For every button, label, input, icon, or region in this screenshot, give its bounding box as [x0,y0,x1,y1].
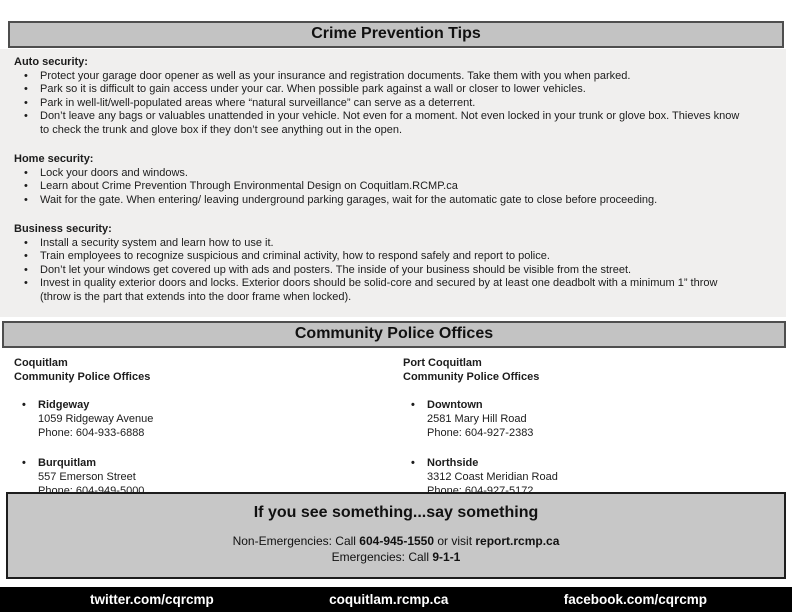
offices-section-title: Community Police Offices [294,325,494,342]
column-subtitle: Community Police Offices [403,371,540,383]
crime-prevention-tips-section [0,49,786,317]
business-security-heading: Business security: [14,223,112,235]
office-address: 2581 Mary Hill Road [427,413,527,425]
office-phone: Phone: 604-927-5172 [427,485,534,497]
city-name: Coquitlam [14,357,68,369]
callout-contact-lines [8,533,784,565]
office-northside [411,456,792,498]
port-coquitlam-office-list [403,398,792,498]
auto-security-heading: Auto security: [14,56,88,68]
callout-title: If you see something...say something [253,504,539,521]
tip-bullet: • Don’t leave any bags or valuables unattended in your vehicle. Not even for a moment. Not even locked in your trunk or glove box. Thieves know to check the trunk and glove box if they don’t see anything out in the open. [24,110,740,137]
home-security-list [14,167,766,208]
office-burquitlam [22,456,403,498]
coquitlam-office-list [14,398,403,498]
emergency-number: 9-1-1 [432,550,461,564]
port-coquitlam-column-title [403,356,792,384]
tip-bullet: • Park so it is difficult to gain access under your car. When possible park against a wall or closer to lower vehicles. [24,83,740,97]
office-address: 1059 Ridgeway Avenue [38,413,154,425]
tip-bullet: • Wait for the gate. When entering/ leaving underground parking garages, wait for the automatic gate to close before proceeding. [24,194,740,208]
office-phone: Phone: 604-949-5000 [38,485,145,497]
office-name: • Northside [427,457,479,469]
tip-bullet: • Lock your doors and windows. [24,167,740,181]
emergency-line [8,549,784,565]
tip-bullet: • Train employees to recognize suspicious and criminal activity, how to respond safely and report to police. [24,250,740,264]
office-name: • Downtown [427,399,483,411]
tip-bullet: • Don’t let your windows get covered up with ads and posters. The inside of your business should be visible from the street. [24,264,740,278]
coquitlam-column-title [14,356,403,384]
website-link[interactable]: coquitlam.rcmp.ca [329,592,449,607]
column-subtitle: Community Police Offices [14,371,151,383]
office-name: • Burquitlam [38,457,97,469]
port-coquitlam-offices-column [403,356,792,497]
business-security-list [14,237,766,305]
auto-security-group [14,56,766,137]
tip-bullet: • Protect your garage door opener as well as your insurance and registration documents. Take them with you when parked. [24,70,740,84]
tip-bullet: • Install a security system and learn how to use it. [24,237,740,251]
home-security-group [14,153,766,207]
home-security-heading: Home security: [14,153,94,165]
tip-bullet: • Invest in quality exterior doors and locks. Exterior doors should be solid-core and secured by at least one deadbolt with a minimum 1” throw (throw is the part that extends into the door frame when locked). [24,277,740,304]
facebook-link[interactable]: facebook.com/cqrcmp [563,592,707,607]
non-emergency-middle: or visit [434,534,476,548]
office-name: • Ridgeway [38,399,90,411]
see-something-say-something-box [6,492,786,579]
emergency-prefix: Emergencies: Call [331,550,433,564]
page-title: Crime Prevention Tips [311,25,481,42]
coquitlam-offices-column [14,356,403,497]
office-address: 557 Emerson Street [38,471,136,483]
city-name: Port Coquitlam [403,357,482,369]
office-phone: Phone: 604-933-6888 [38,427,145,439]
section-header-crime-prevention-tips [8,21,784,48]
office-phone: Phone: 604-927-2383 [427,427,534,439]
business-security-group [14,223,766,304]
community-police-offices-section [0,348,792,497]
non-emergency-phone: 604-945-1550 [359,534,435,548]
auto-security-list [14,70,766,138]
tip-bullet: • Park in well-lit/well-populated areas where “natural surveillance” can serve as a deterrent. [24,97,740,111]
non-emergency-prefix: Non-Emergencies: Call [232,534,360,548]
report-site-link: report.rcmp.ca [475,534,560,548]
non-emergency-line [8,533,784,549]
tip-bullet: • Learn about Crime Prevention Through Environmental Design on Coquitlam.RCMP.ca [24,180,740,194]
office-downtown [411,398,792,440]
section-header-community-police-offices [2,321,786,348]
office-ridgeway [22,398,403,440]
footer-bar [0,587,792,612]
twitter-link[interactable]: twitter.com/cqrcmp [90,592,214,607]
office-address: 3312 Coast Meridian Road [427,471,558,483]
